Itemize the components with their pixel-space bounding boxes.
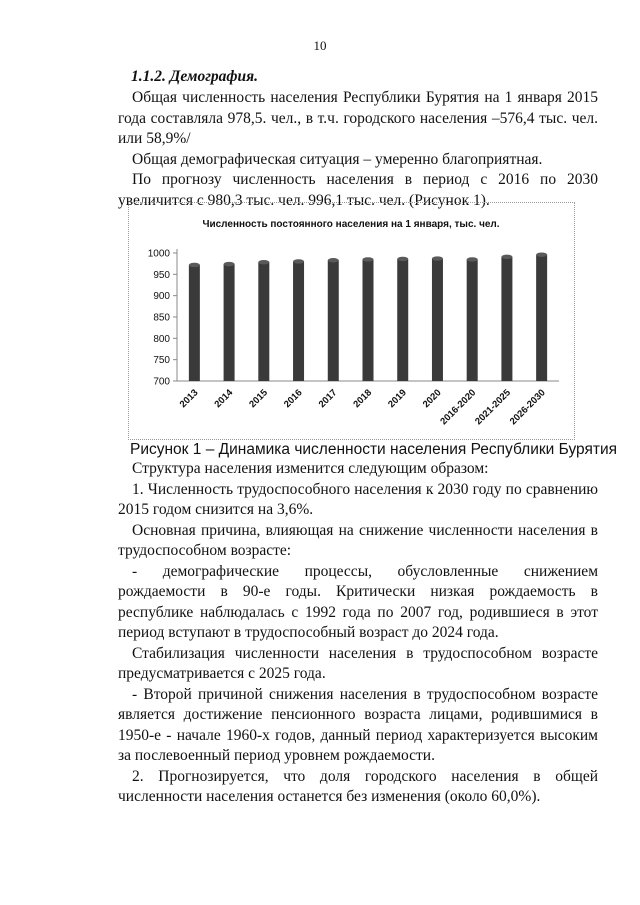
bar-2016 <box>293 261 304 381</box>
bar-2020 <box>432 259 443 381</box>
bar-top-2016 <box>293 259 304 263</box>
y-tick-label: 900 <box>153 291 170 303</box>
bar-top-2013 <box>189 263 200 267</box>
page-number: 10 <box>313 38 327 53</box>
bar-top-2018 <box>363 257 374 261</box>
bar-top-2026-2030 <box>536 252 547 256</box>
bar-top-2020 <box>432 256 443 260</box>
paragraph-7: - демографические процессы, обусловленные снижением рождаемости в 90-е годы. Критически низкая рождаемость в республике наблюдалась с 1992 года по 2007 год, родившиеся в этот период вступают в трудоспособный возраст до 2024 года. <box>118 562 598 641</box>
x-tick-label: 2018 <box>351 387 375 411</box>
paragraph-10: 2. Прогнозируется, что доля городского населения в общей численности населения останется без изменения (около 60,0%). <box>118 767 598 805</box>
population-chart <box>128 202 575 440</box>
bars-group <box>189 252 547 381</box>
bar-2018 <box>363 259 374 381</box>
y-axis <box>148 249 559 388</box>
text-block-bottom <box>118 459 598 808</box>
figure-caption: Рисунок 1 – Динамика численности населения Республики Бурятия <box>130 441 618 458</box>
y-tick-label: 1000 <box>147 248 170 260</box>
paragraph-3: По прогнозу численность населения в период с 2016 по 2030 увеличится с 980,3 тыс. чел. 996,1 тыс. чел. (Рисунок 1). <box>118 171 598 209</box>
bar-top-2017 <box>328 258 339 262</box>
bar-2019 <box>397 259 408 381</box>
bar-2021-2025 <box>501 257 512 381</box>
text-block-top <box>118 88 598 211</box>
bar-top-2021-2025 <box>501 255 512 259</box>
x-tick-label: 2014 <box>212 387 236 411</box>
y-tick-label: 800 <box>153 333 170 345</box>
paragraph-9: - Второй причиной снижения населения в трудоспособном возрасте является достижение пенсионного возраста лицами, родившимися в 1950-е - начале 1960-х годов, данный период характеризуется высоким за послевоенный период уровнем рождаемости. <box>118 685 598 764</box>
bar-2017 <box>328 260 339 381</box>
bar-2026-2030 <box>536 255 547 381</box>
bar-2016-2020 <box>467 259 478 381</box>
paragraph-1: Общая численность населения Республики Бурятия на 1 января 2015 года составляла 978,5. чел., в т.ч. городского населения –576,4 тыс. чел. или 58,9%/ <box>118 89 598 147</box>
x-tick-label: 2021-2025 <box>473 387 514 428</box>
paragraph-2: Общая демографическая ситуация – умеренно благоприятная. <box>132 150 543 168</box>
paragraph-5: 1. Численность трудоспособного населения к 2030 году по сравнению 2015 годом снизится на 3,6%. <box>118 480 598 518</box>
x-tick-label: 2013 <box>177 387 201 411</box>
y-tick-label: 850 <box>153 312 170 324</box>
x-tick-label: 2019 <box>386 387 409 411</box>
bar-top-2016-2020 <box>467 257 478 261</box>
paragraph-4: Структура населения изменится следующим образом: <box>132 460 489 477</box>
x-axis-labels <box>178 387 548 427</box>
bar-top-2015 <box>258 260 269 264</box>
chart-title: Численность постоянного населения на 1 января, тыс. чел. <box>202 219 500 230</box>
y-tick-label: 750 <box>153 355 170 367</box>
chart-svg <box>129 203 574 439</box>
bar-2015 <box>258 262 269 381</box>
y-tick-label: 700 <box>153 376 170 388</box>
bar-top-2019 <box>397 257 408 261</box>
x-tick-label: 2017 <box>316 387 340 411</box>
bar-2014 <box>224 264 235 381</box>
paragraph-8: Стабилизация численности населения в трудоспособном возрасте предусматривается с 2025 года. <box>118 644 598 682</box>
x-tick-label: 2026-2030 <box>507 387 548 428</box>
bar-2013 <box>189 265 200 381</box>
x-tick-label: 2016-2020 <box>438 387 479 428</box>
y-tick-label: 950 <box>153 269 170 281</box>
section-heading: 1.1.2. Демография. <box>131 68 258 85</box>
bar-top-2014 <box>224 262 235 266</box>
x-tick-label: 2016 <box>281 387 305 411</box>
paragraph-6: Основная причина, влияющая на снижение численности населения в трудоспособном возрасте: <box>118 521 598 559</box>
x-tick-label: 2020 <box>420 387 444 411</box>
x-tick-label: 2015 <box>247 387 270 411</box>
